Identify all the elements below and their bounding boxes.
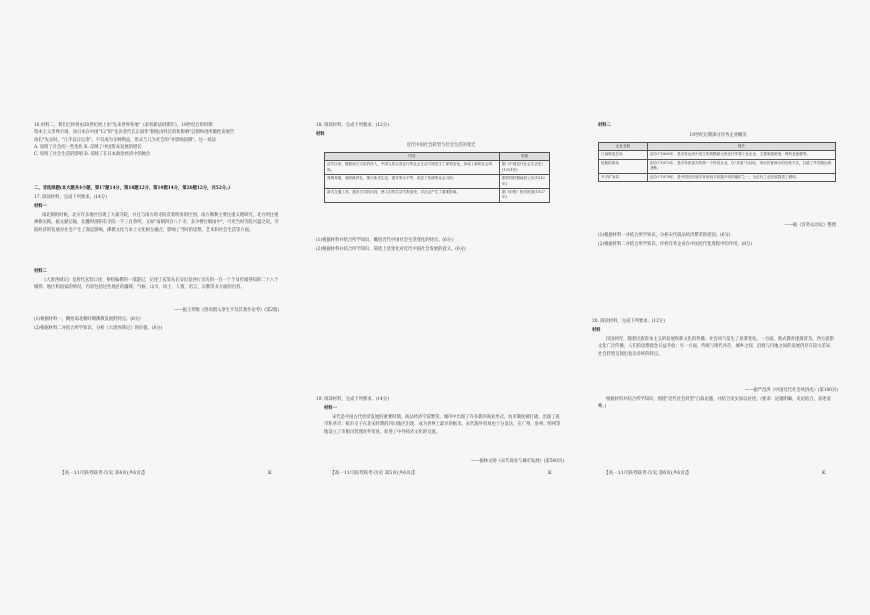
material-2-source: ——据王邦维《唐高僧义净生平及其著作论考》(第2版) — [174, 308, 279, 313]
footer-mark: K — [822, 470, 826, 476]
q19-part-1: (1)根据材料一并结合所学知识，分析宋代商品经济繁荣的原因。(6分) — [598, 233, 731, 238]
q16-option-cd: C. 说明了社会生活的影响 D. 反映了在日本政治经济中的地位 — [34, 152, 151, 158]
table-title: 19世纪后期部分洋务企业概况 — [689, 133, 747, 138]
q17-part-1: (1)根据材料一，概括南北朝时期佛教发展的特点。(6分) — [34, 317, 141, 322]
exam-page-6 — [580, 0, 870, 615]
table-row — [325, 161, 550, 175]
material-1-text: 宋代是中国古代经济发展的重要时期，商品经济空前繁荣，城市中出现了许多新的商业形式。坊市制度被打破，出现了夜市和草市；纸币交子在北宋时期的四川地区出现，成为世界上最早的纸币。宋代海外贸易也十分发达，在广州、泉州、明州等地设立了市舶司管理对外贸易，促进了中外经济文化的交流。 — [324, 415, 561, 435]
q17-heading: 17. 阅读材料，完成下列要求。(14分) — [34, 195, 107, 200]
material-1-label: 材料一 — [34, 204, 47, 209]
page-footer: 【高一11月联考联考·历史 第4页(共6页)】 — [60, 471, 148, 476]
footer-mark: K — [548, 470, 552, 476]
q19-heading: 19. 阅读材料，完成下列要求。(14分) — [316, 397, 389, 402]
q16-line-2: 资本主义世界市场，而日本在中国"12"的"先决者代在正面作"制度由经过的和影响"以图和进所做性发展告 — [34, 130, 235, 136]
table-row — [325, 188, 550, 202]
material-label: 材料 — [592, 328, 601, 333]
q18-heading: 18. 阅读材料，完成下列要求。(12分) — [316, 123, 389, 128]
page-footer: 【高一11月联考联考·历史 第5页(共6页)】 — [330, 471, 418, 476]
q18-part-2: (2)根据材料并结合所学知识，简述上述变化对近代中国社会发展的意义。(6分) — [316, 247, 466, 252]
material-label: 材料 — [316, 132, 325, 137]
material-2-text: 《大唐西域记》是唐代玄奘口述、辩机编撰的一部游记，记述了玄奘从长安出发西行亲历的一百一十个及传闻得知的二十八个城邦、地区和国家的情况，内容包括这些地区的疆域、气候、山川、风土、人情、语言、宗教等多方面的内容。 — [34, 278, 279, 291]
section-2-heading: 二、非选择题(本大题共4小题，第17题14分，第18题12分，第19题14分，第20题12分，共52分。) — [34, 186, 231, 191]
table-title: 近代中国社会转型与社会生活的变迁 — [406, 143, 476, 148]
table-cell: 创办于1865年，是洋务运动中设立的规模最大的近代军事工业企业，主要制造枪炮、弹药及船舰等。 — [648, 151, 836, 159]
table-row — [599, 151, 836, 159]
q20-heading: 20. 阅读材料，完成下列要求。(12分) — [592, 319, 665, 324]
material-1-source: ——据林文勋《宋代商业与城市发展》(第500页) — [470, 459, 564, 464]
table-header-cell: 企业名称 — [599, 143, 648, 151]
material-text: 民国初年，随着民族资本主义的发展和新文化的传播，社会风气发生了显著变化。一方面，新式教育逐渐普及，西方思想文化广泛传播，人们的思想观念日益开放；另一方面，传统与现代并存，城乡之间、沿海与内地之间的发展仍存在较大差异，社会转型呈现出复杂多样的特点。 — [598, 337, 835, 357]
page-footer: 【高一11月联考联考·历史 第6页(共6页)】 — [604, 471, 692, 476]
exam-page-5 — [290, 0, 580, 615]
material-1-text: 南北朝的时候，北方许多地区出现了大量寺院，并且与南方的寺院有着明显的区别。南方佛教主要注重义理研究，北方则注重禅修实践。据文献记载，北魏时洛阳有寺院一千三百余所，又如"南朝四百八十寺，多少楼台烟雨中"，可见当时寺院兴盛之况。寺院经济的发展对社会产生了深远影响，佛教文化与本土文化相互融合，影响了当时的思想、艺术和社会生活等方面。 — [34, 213, 279, 233]
table-row — [599, 173, 836, 181]
table-cell: 开平矿务局 — [599, 173, 648, 181]
table-cell: 据《申报》相关报道(1927年) — [500, 188, 550, 202]
table-cell: 据民国时期政府公告(1912年) — [500, 175, 550, 189]
table-header-cell: 内容 — [325, 153, 500, 161]
table-header-cell: 来源 — [500, 153, 550, 161]
table-cell: 轮船招商局 — [599, 159, 648, 173]
question-16 — [34, 122, 279, 158]
material-source: ——据严昌洪《中国近代社会风俗史》(第180页) — [744, 388, 838, 393]
q16-line-1: 16.材料二，我们已经将由20世纪初上由"先来世界各地"《求机新法时期年》，19世纪后的时期 — [34, 123, 213, 128]
q19-part-2: (2)根据材料二并结合所学知识，评析洋务企业在中国近代化进程中的作用。(8分) — [598, 242, 752, 247]
table-header-row — [599, 143, 836, 151]
data-table — [324, 152, 550, 203]
table-cell: 据《中国近代社会生活史》(1911年) — [500, 161, 550, 175]
q16-line-3: 动们"先实时。"几乎以日后余"。不仅成为多种利益，形式与几为社会的"并影响国制"。这一说法 — [34, 137, 216, 143]
table-cell: 创办于1878年，是中国近代较早采用西方机器开采的煤矿之一，为近代工业发展提供了燃料。 — [648, 173, 836, 181]
material-1-label: 材料一 — [324, 406, 337, 411]
table-header-row — [325, 153, 550, 161]
table-cell: 近代以来，随着西方文化的传入，中国人的衣食住行等社会生活方面发生了深刻变化，形成了新的社会风尚。 — [325, 161, 500, 175]
material-2-label: 材料二 — [34, 269, 47, 274]
footer-mark: K — [268, 470, 272, 476]
q20-task: 根据材料并结合所学知识，围绕"近代社会转型"自拟论题，并结合史实加以论述。(要求：论题明确，史论结合，表述清晰。) — [598, 397, 831, 410]
material-2-label: 材料二 — [598, 123, 611, 128]
table-row — [325, 175, 550, 189]
material-2-source: ——据《洋务运动史》整理 — [784, 223, 836, 228]
data-table — [598, 142, 836, 182]
table-row — [599, 159, 836, 173]
table-cell: 新式交通工具、通讯方式的出现，使人们的生活节奏加快，对社会产生了重要影响。 — [325, 188, 500, 202]
table-cell: 剪辫易服，废除跪拜礼，推行新式礼仪，倡导男女平等，改变了传统的社会习俗。 — [325, 175, 500, 189]
table-cell: 创办于1872年，是洋务派创办的第一个民用企业，以"求富"为目标，采用官督商办的经营方式，打破了外国航运的垄断。 — [648, 159, 836, 173]
q18-part-1: (1)根据材料并结合所学知识，概括近代中国社会生活变化的特点。(6分) — [316, 238, 453, 243]
table-header-cell: 简介 — [648, 143, 836, 151]
exam-page-4 — [0, 0, 290, 615]
q17-part-2: (2)根据材料二并结合所学知识，分析《大唐西域记》的价值。(8分) — [34, 326, 163, 331]
q16-option-ab: A. 说明了社会的一些变化 B. 反映了中国资本发展的增长 — [34, 144, 142, 150]
table-cell: 江南制造总局 — [599, 151, 648, 159]
